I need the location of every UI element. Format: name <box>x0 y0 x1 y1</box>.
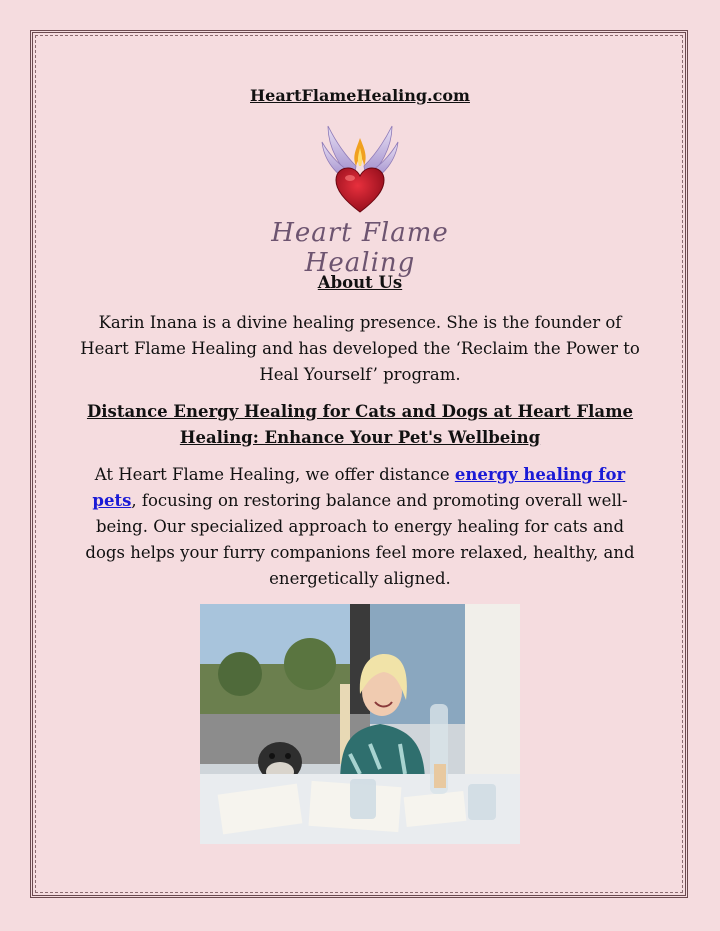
distance-paragraph <box>80 462 640 592</box>
photo-woman-with-dog <box>200 604 520 844</box>
para-text-after: , focusing on restoring balance and promoting overall well-being. Our specialized approach to energy healing for cats and dogs helps your furry companions feel more relaxed, healthy, and energetically aligned. <box>85 491 635 588</box>
photo-illustration <box>200 604 520 844</box>
energy-healing-link[interactable]: energy healing for pets <box>92 465 626 510</box>
logo-wordmark: Heart Flame Healing <box>271 218 449 278</box>
para-text-before: At Heart Flame Healing, we offer distance <box>94 465 455 484</box>
site-link[interactable]: HeartFlameHealing.com <box>250 86 470 105</box>
about-paragraph: Karin Inana is a divine healing presence. She is the founder of Heart Flame Healing and has developed the ‘Reclaim the Power to Heal Yourself’ program. <box>80 313 640 384</box>
heart-flame-logo <box>232 118 488 278</box>
distance-heading: Distance Energy Healing for Cats and Dogs at Heart Flame Healing: Enhance Your Pet's Wellbeing <box>86 402 634 447</box>
about-heading: About Us <box>317 273 403 292</box>
winged-heart-icon <box>232 118 488 223</box>
